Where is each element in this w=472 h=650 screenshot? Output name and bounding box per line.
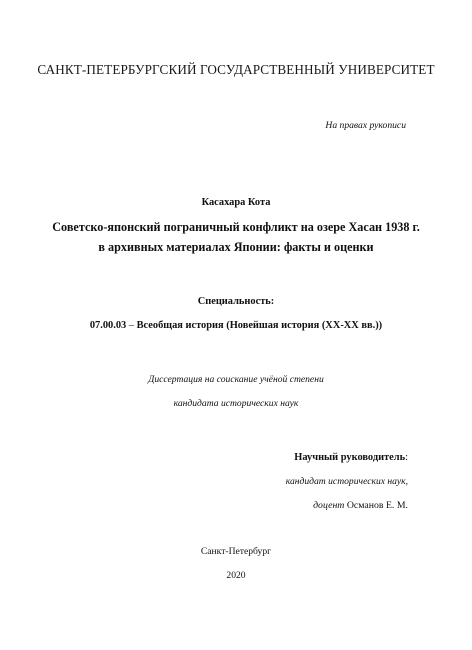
advisor-label-text: Научный руководитель [294, 452, 406, 463]
advisor-degree: кандидат исторических наук, [285, 476, 408, 487]
specialty-label: Специальность: [197, 296, 275, 307]
manuscript-note: На правах рукописи [325, 120, 406, 131]
year: 2020 [226, 570, 246, 581]
author-name: Касахара Кота [201, 197, 271, 208]
dissertation-degree-line-2: кандидата исторических наук [173, 398, 299, 409]
specialty-code: 07.00.03 [89, 320, 127, 331]
dissertation-title-line-2: в архивных материалах Японии: факты и оценки [98, 240, 374, 254]
university-name: САНКТ-ПЕТЕРБУРГСКИЙ ГОСУДАРСТВЕННЫЙ УНИВЕРСИТЕТ [37, 62, 435, 77]
specialty-value [0, 320, 472, 331]
specialty-dash: – [126, 320, 137, 331]
advisor-name: Османов Е. М. [344, 500, 408, 511]
specialty-name: Всеобщая история (Новейшая история (XX-XX вв.)) [136, 320, 383, 331]
advisor-rank: доцент [313, 500, 345, 511]
city: Санкт-Петербург [200, 546, 272, 557]
dissertation-degree-line-1: Диссертация на соискание учёной степени [148, 374, 324, 385]
dissertation-title-line-1: Советско-японский пограничный конфликт на озере Хасан 1938 г. [52, 220, 420, 234]
advisor-name-line [313, 500, 408, 511]
advisor-label [294, 452, 408, 463]
advisor-label-colon: : [405, 452, 408, 463]
